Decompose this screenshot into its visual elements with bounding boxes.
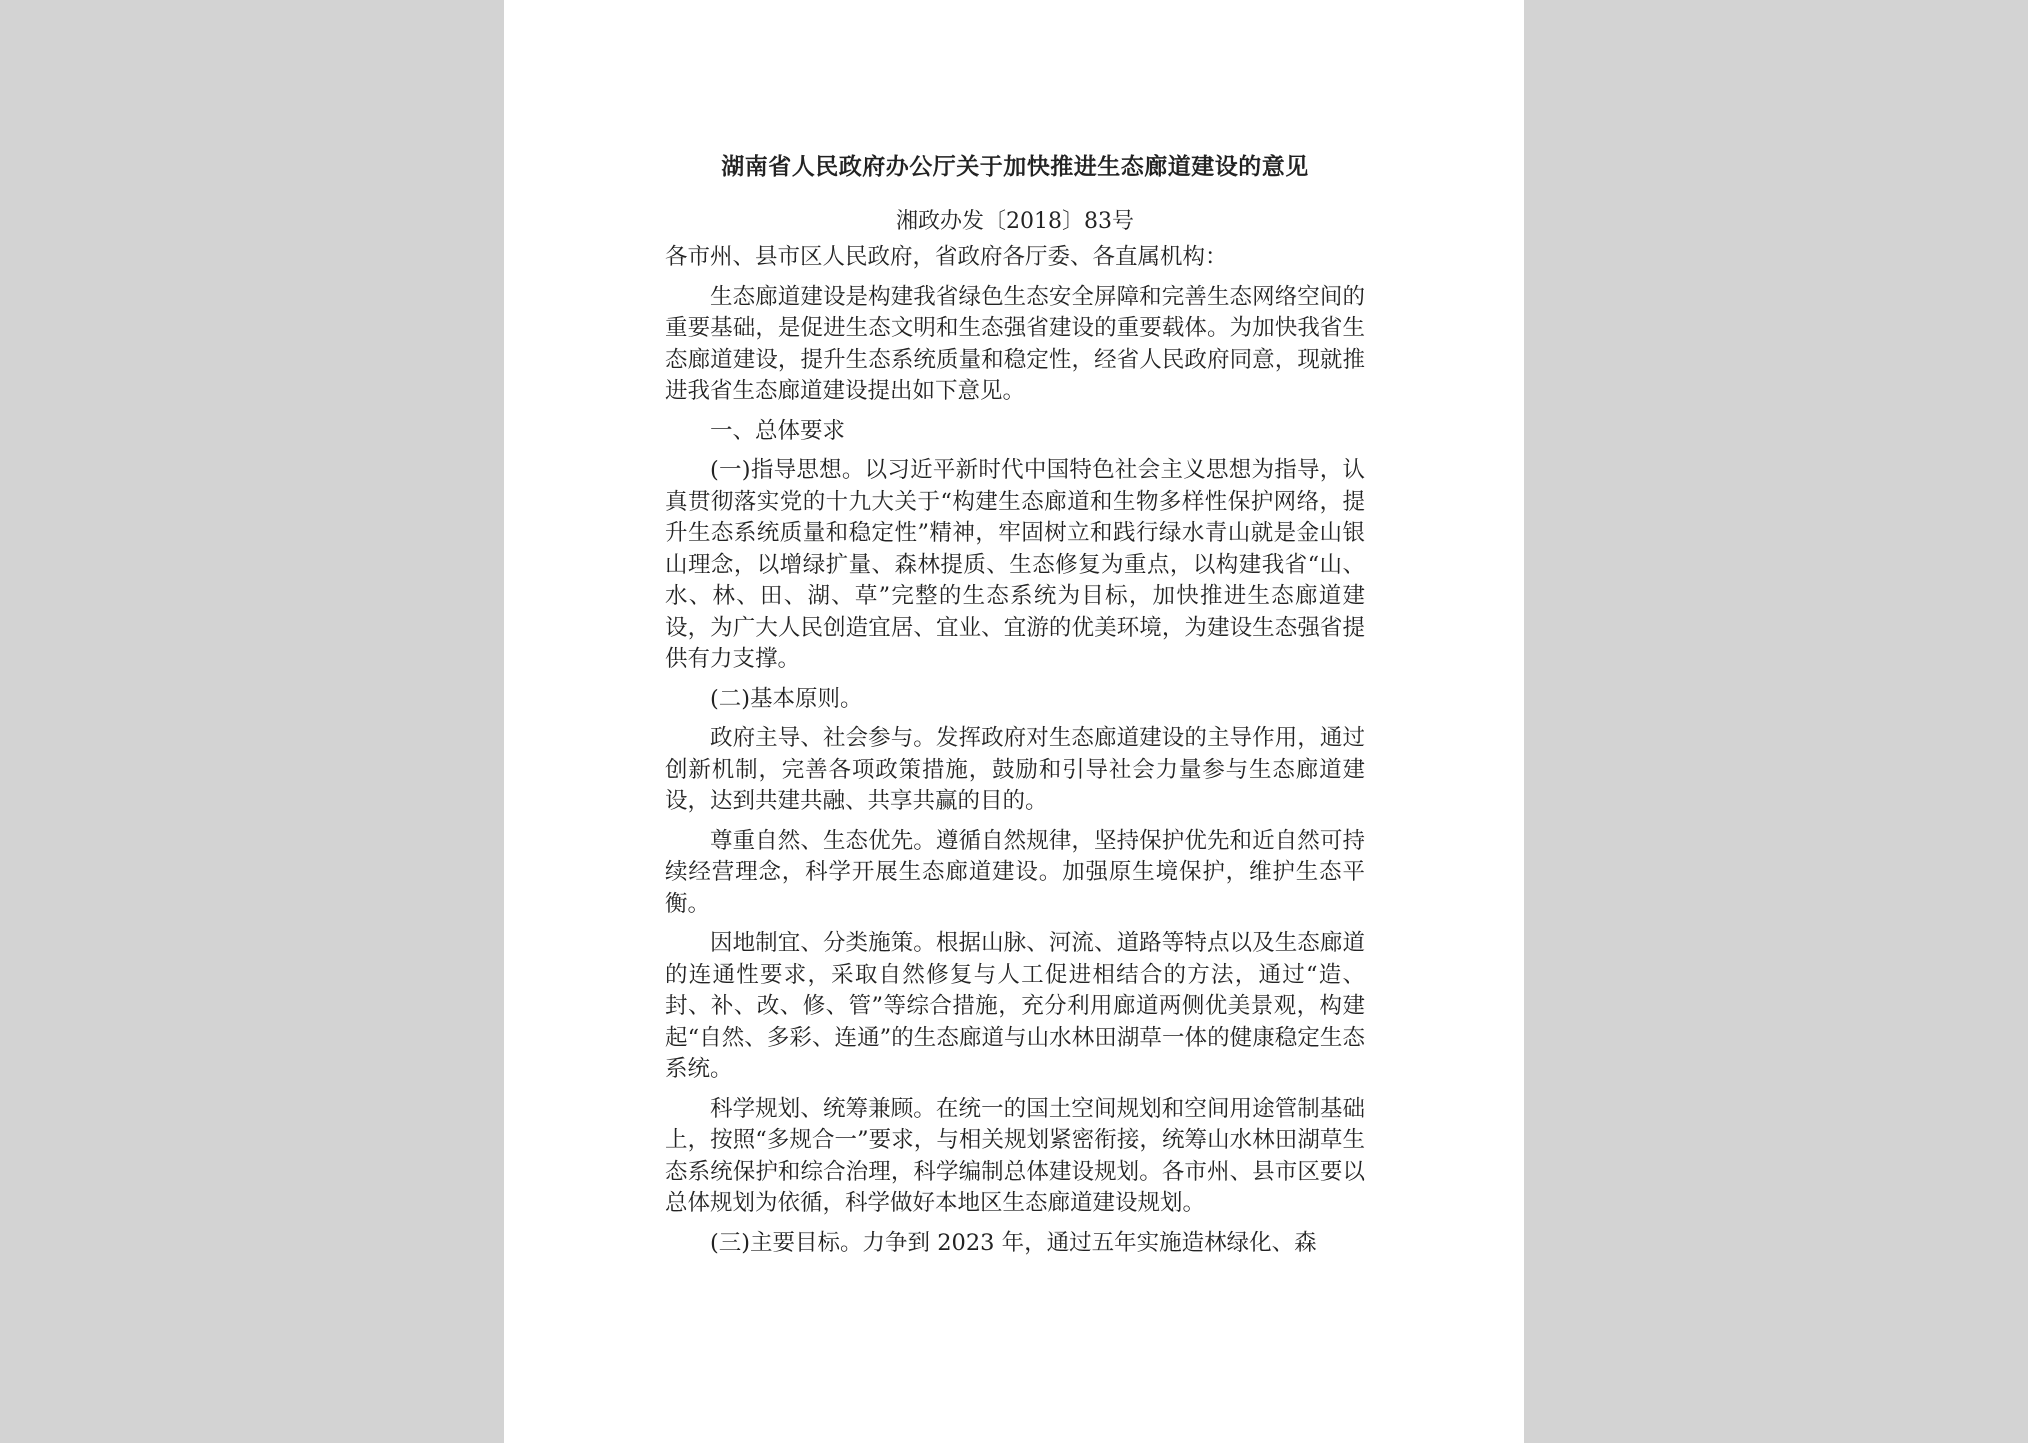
- paragraph-principle-1: 政府主导、社会参与。发挥政府对生态廊道建设的主导作用，通过创新机制，完善各项政策措施，鼓励和引导社会力量参与生态廊道建设，达到共建共融、共享共赢的目的。: [665, 725, 1365, 814]
- document-body: [665, 242, 1365, 1267]
- paragraph-principle-4: 科学规划、统筹兼顾。在统一的国土空间规划和空间用途管制基础上，按照“多规合一”要求，与相关规划紧密衔接，统筹山水林田湖草生态系统保护和综合治理，科学编制总体建设规划。各市州、县市区要以总体规划为依循，科学做好本地区生态廊道建设规划。: [665, 1095, 1365, 1216]
- section-heading-1: 一、总体要求: [710, 417, 846, 444]
- paragraph-guiding-ideology: (一)指导思想。以习近平新时代中国特色社会主义思想为指导，认真贯彻落实党的十九大关于“构建生态廊道和生物多样性保护网络，提升生态系统质量和稳定性”精神，牢固树立和践行绿水青山就是金山银山理念，以增绿扩量、森林提质、生态修复为重点，以构建我省“山、水、林、田、湖、草”完整的生态系统为目标，加快推进生态廊道建设，为广大人民创造宜居、宜业、宜游的优美环境，为建设生态强省提供有力支撑。: [665, 457, 1365, 672]
- document-number: 湘政办发〔2018〕83号: [896, 209, 1134, 234]
- subheading-basic-principles: (二)基本原则。: [710, 685, 863, 712]
- salutation: 各市州、县市区人民政府，省政府各厅委、各直属机构：: [665, 244, 1228, 270]
- paragraph-intro: 生态廊道建设是构建我省绿色生态安全屏障和完善生态网络空间的重要基础，是促进生态文明和生态强省建设的重要载体。为加快我省生态廊道建设，提升生态系统质量和稳定性，经省人民政府同意，现就推进我省生态廊道建设提出如下意见。: [665, 283, 1365, 404]
- document-title: 湖南省人民政府办公厅关于加快推进生态廊道建设的意见: [721, 153, 1309, 180]
- paragraph-main-goals: (三)主要目标。力争到 2023 年，通过五年实施造林绿化、森: [710, 1229, 1317, 1256]
- paragraph-principle-2: 尊重自然、生态优先。遵循自然规律，坚持保护优先和近自然可持续经营理念，科学开展生态廊道建设。加强原生境保护，维护生态平衡。: [665, 827, 1365, 917]
- document-page: [504, 0, 1524, 1443]
- paragraph-principle-3: 因地制宜、分类施策。根据山脉、河流、道路等特点以及生态廊道的连通性要求，采取自然修复与人工促进相结合的方法，通过“造、封、补、改、修、管”等综合措施，充分利用廊道两侧优美景观，构建起“自然、多彩、连通”的生态廊道与山水林田湖草一体的健康稳定生态系统。: [665, 930, 1365, 1082]
